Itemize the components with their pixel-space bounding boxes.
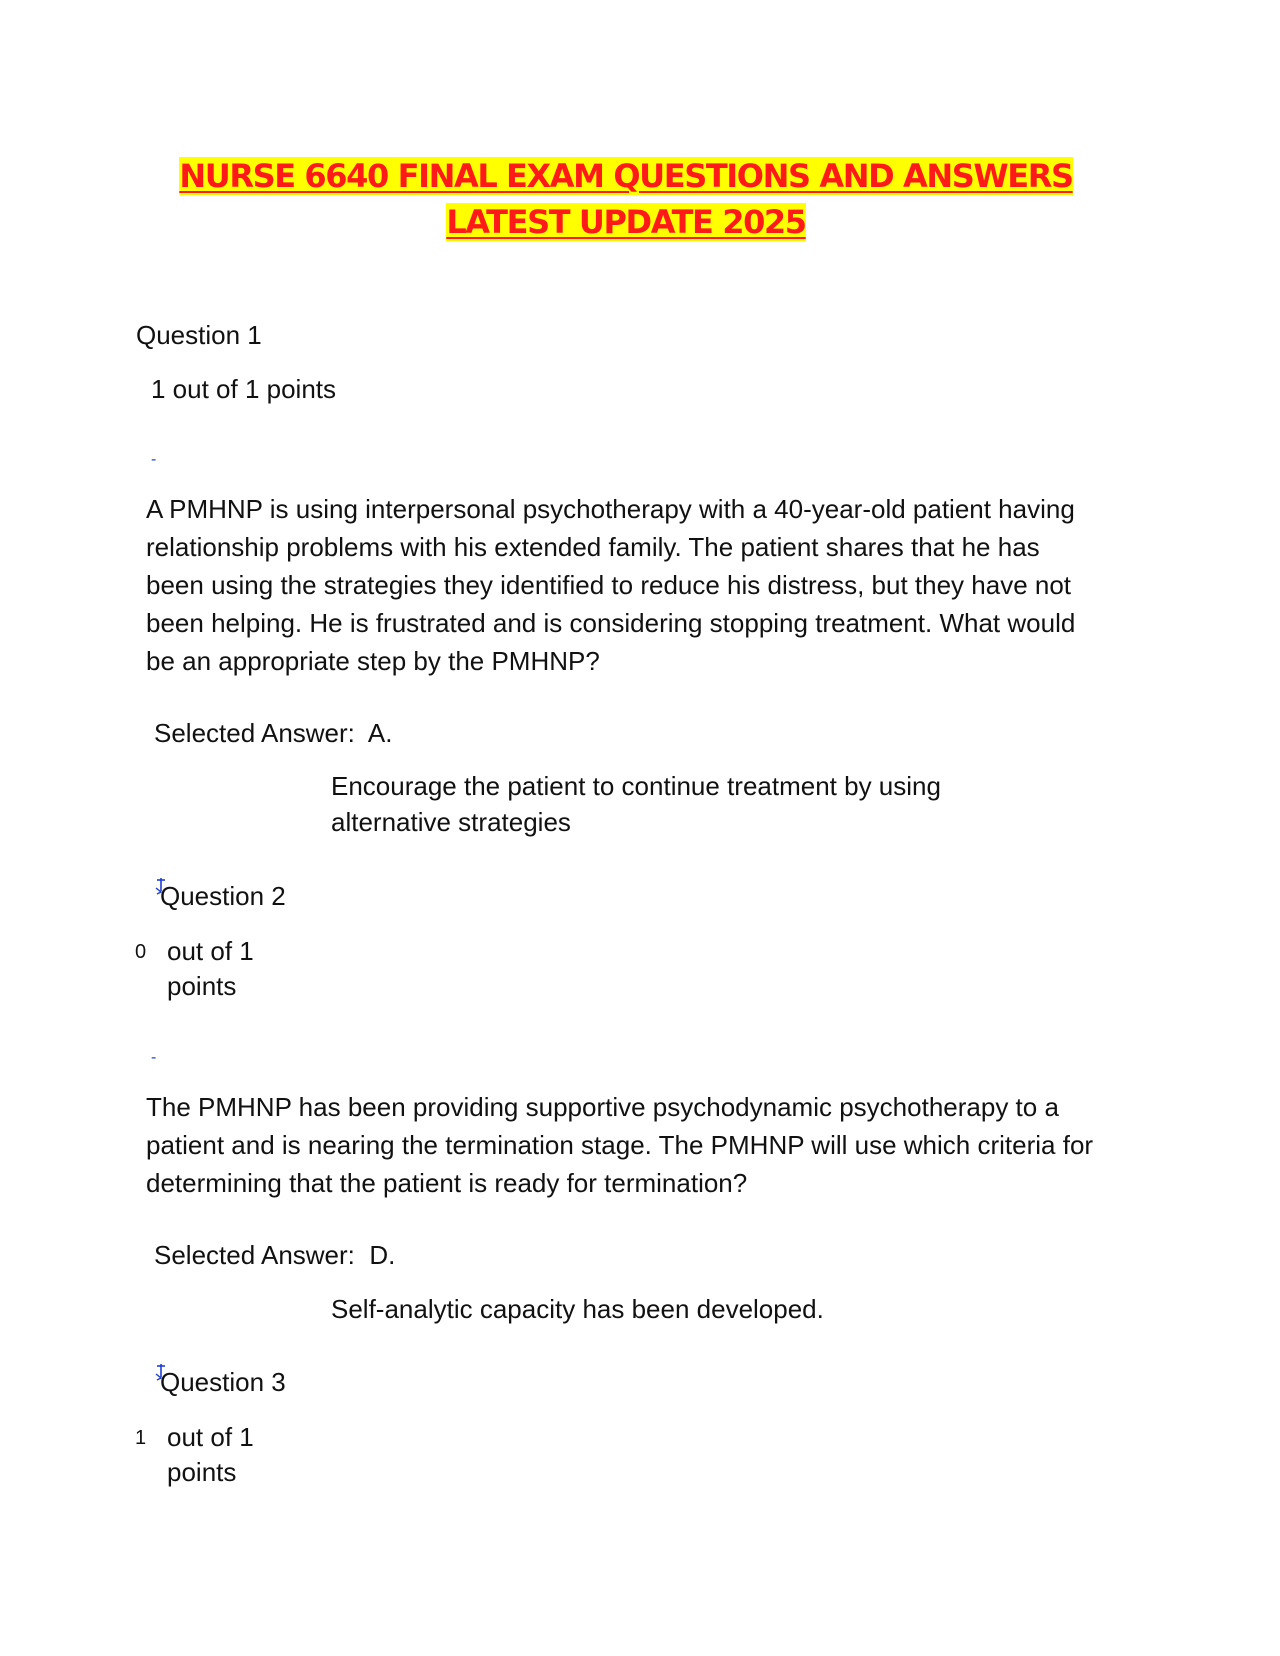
question-3-points-line1: out of 1 xyxy=(167,1422,254,1452)
selected-answer-letter: D. xyxy=(369,1240,396,1270)
title-line-2: LATEST UPDATE 2025 xyxy=(446,203,806,241)
question-3-points-line2: points xyxy=(167,1457,237,1487)
selected-answer-label: Selected Answer: xyxy=(154,1240,355,1270)
question-3-heading: Question 3 xyxy=(160,1367,286,1397)
question-1-selected-answer xyxy=(154,714,392,752)
question-2-heading: Question 2 xyxy=(160,881,286,911)
question-2-score: 0 xyxy=(135,941,147,963)
question-2-marker: - xyxy=(151,1049,157,1066)
question-2-text: The PMHNP has been providing supportive psychodynamic psychotherapy to a patient and is nearing the termination stage. The PMHNP will use which criteria for determining that the patient is ready for termination? xyxy=(146,1092,1094,1198)
question-1-marker: - xyxy=(151,451,157,468)
question-3-score: 1 xyxy=(135,1427,147,1449)
document-title xyxy=(0,153,1252,245)
title-line-1: NURSE 6640 FINAL EXAM QUESTIONS AND ANSWERS xyxy=(179,157,1073,195)
question-1-heading: Question 1 xyxy=(136,320,262,350)
question-2-answer-text: Self-analytic capacity has been developed. xyxy=(331,1294,824,1324)
question-2-points-line1: out of 1 xyxy=(167,936,254,966)
question-2-selected-answer xyxy=(154,1236,395,1274)
question-2-points-line2: points xyxy=(167,971,237,1001)
question-1-points: 1 out of 1 points xyxy=(151,374,337,404)
question-1-text: A PMHNP is using interpersonal psychotherapy with a 40-year-old patient having relationship problems with his extended family. The patient shares that he has been using the strategies they identified to reduce his distress, but they have not been helping. He is frustrated and is considering stopping treatment. What would be an appropriate step by the PMHNP? xyxy=(146,494,1076,676)
question-1-answer-text: Encourage the patient to continue treatment by using alternative strategies xyxy=(331,771,941,837)
selected-answer-letter: A. xyxy=(367,718,393,748)
selected-answer-label: Selected Answer: xyxy=(154,718,355,748)
